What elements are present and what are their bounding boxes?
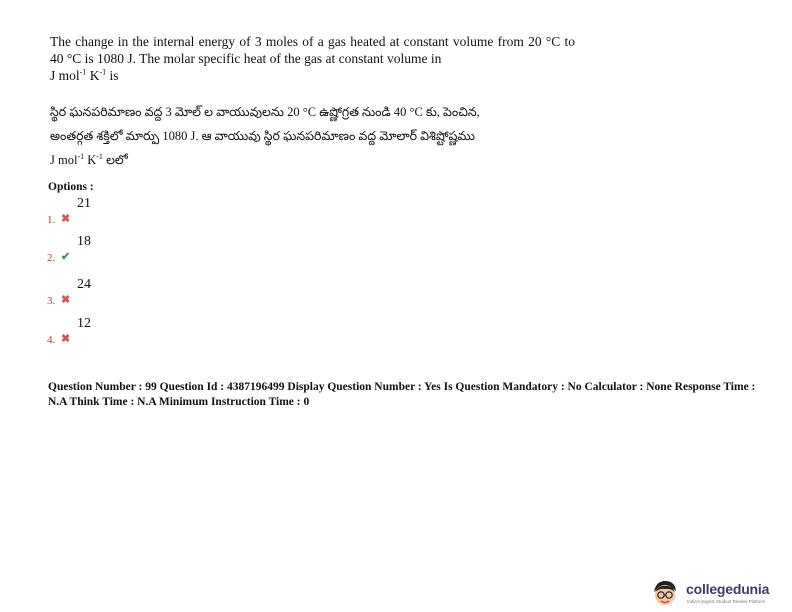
option-1 — [47, 196, 127, 226]
unit-k: K — [84, 153, 97, 167]
option-value: 12 — [77, 316, 91, 331]
cross-icon: ✖ — [61, 213, 71, 225]
checkmark-icon: ✔ — [61, 251, 71, 263]
question-telugu-unit-line — [50, 148, 580, 172]
brand-name: collegedunia — [686, 581, 770, 597]
unit-superscript: -1 — [79, 67, 87, 77]
unit-j-mol: J mol — [50, 153, 78, 167]
option-4 — [47, 316, 127, 346]
option-value: 24 — [77, 277, 91, 292]
brand-tagline: India's largest Student Review Platform — [687, 599, 766, 604]
cross-icon: ✖ — [61, 333, 71, 345]
question-english-tail: is — [106, 68, 119, 83]
question-telugu-tail: లలో — [102, 153, 128, 167]
unit-j-mol: J mol — [50, 68, 80, 83]
option-2 — [47, 234, 127, 264]
unit-superscript: -1 — [77, 151, 85, 161]
options-label: Options : — [48, 181, 94, 193]
question-english-text: The change in the internal energy of 3 moles of a gas heated at constant volume from 20 °C to 40 °C is 1080 J. The molar specific heat of the gas at constant volume in — [50, 34, 575, 66]
option-number: 1. — [47, 214, 56, 226]
question-telugu-line-1: స్థిర ఘనపరిమాణం వద్ద 3 మోల్ ల వాయువులను 20 °C ఉష్ణోగ్రత నుండి 40 °C కు, పెంచిన, — [50, 105, 480, 119]
question-metadata: Question Number : 99 Question Id : 4387196499 Display Question Number : Yes Is Question Mandatory : No Calculator : None Response Time : N.A Think Time : N.A Minimum Instruction Time : 0 — [48, 381, 756, 408]
option-number: 4. — [47, 334, 56, 346]
option-value: 18 — [77, 234, 91, 249]
unit-k: K — [86, 68, 100, 83]
question-telugu — [50, 100, 580, 172]
option-number: 2. — [47, 252, 56, 264]
mascot-icon — [650, 578, 680, 608]
question-english-unit-line — [50, 67, 575, 84]
question-english — [50, 33, 575, 84]
option-3 — [47, 277, 127, 307]
cross-icon: ✖ — [61, 294, 71, 306]
option-value: 21 — [77, 196, 91, 211]
question-telugu-line-2: అంతర్గత శక్తిలో మార్పు 1080 J. ఆ వాయువు స్థిర ఘనపరిమాణం వద్ద మోలార్ విశిష్టోష్ణము — [50, 129, 475, 143]
option-number: 3. — [47, 295, 56, 307]
unit-superscript: -1 — [96, 151, 103, 161]
unit-superscript: -1 — [99, 67, 107, 77]
collegedunia-logo — [650, 578, 790, 608]
